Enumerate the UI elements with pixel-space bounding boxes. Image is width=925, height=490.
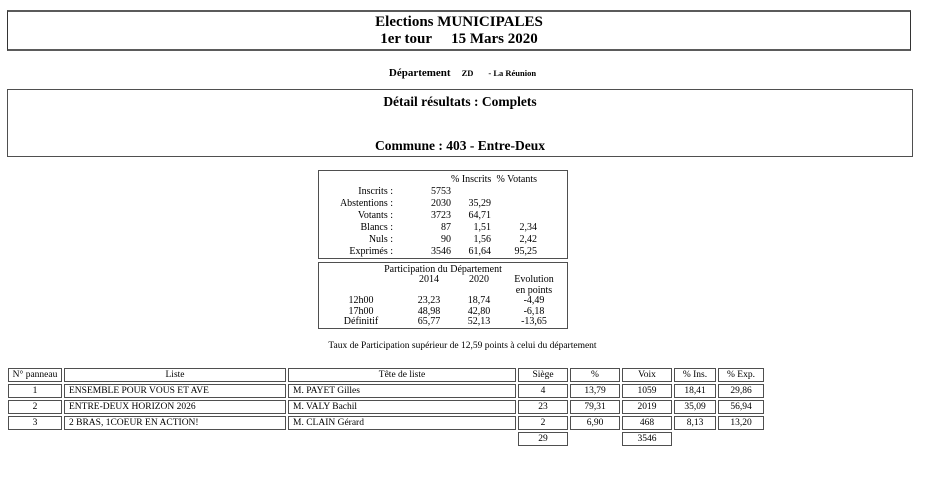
- blank-cell: [288, 432, 516, 446]
- stats-row-label: Inscrits :: [358, 186, 393, 197]
- siege-cell: 4: [518, 384, 568, 398]
- results-header-pct-exp: % Exp.: [718, 368, 764, 382]
- stats-blank-cell: [319, 174, 393, 186]
- pct-exp-cell: 13,20: [718, 416, 764, 430]
- results-row: [8, 384, 764, 398]
- panneau-cell: 2: [8, 400, 62, 414]
- stats-row-label: Abstentions :: [339, 198, 393, 209]
- participation-evolution-value: -6,18: [523, 305, 545, 317]
- total-voix-cell: 3546: [622, 432, 672, 446]
- results-total-row: [8, 432, 764, 446]
- pct-ins-cell: 18,41: [674, 384, 716, 398]
- blank-cell: [570, 432, 620, 446]
- stats-row-pct-votants: [491, 198, 537, 210]
- stats-row-value: 3723: [431, 210, 451, 221]
- results-header-voix: Voix: [622, 368, 672, 382]
- department-label: Département: [388, 67, 451, 79]
- document-subtitle: [8, 31, 910, 48]
- stats-row-pct-inscrits: 64,71: [468, 210, 491, 221]
- results-row: [8, 400, 764, 414]
- stats-row-label: Votants :: [357, 210, 393, 221]
- pct-ins-cell: 35,09: [674, 400, 716, 414]
- pct-cell: 79,31: [570, 400, 620, 414]
- participation-2014-value: 23,23: [417, 295, 441, 306]
- evolution-header-line2: en points: [515, 284, 553, 296]
- participation-2020-value: 18,74: [467, 295, 491, 306]
- department-name: - La Réunion: [488, 68, 537, 78]
- stats-row-pct-inscrits: [451, 186, 491, 198]
- siege-cell: 23: [518, 400, 568, 414]
- results-header-row: [8, 368, 764, 382]
- results-table: [6, 366, 766, 448]
- detail-box: [7, 89, 913, 157]
- liste-cell: 2 BRAS, 1COEUR EN ACTION!: [64, 416, 286, 430]
- election-date: 15 Mars 2020: [451, 31, 538, 47]
- panneau-cell: 3: [8, 416, 62, 430]
- department-line: [0, 63, 925, 81]
- pct-cell: 6,90: [570, 416, 620, 430]
- blank-cell: [64, 432, 286, 446]
- stats-row-pct-votants: [491, 210, 537, 222]
- liste-cell: ENTRE-DEUX HORIZON 2026: [64, 400, 286, 414]
- document-title: Elections MUNICIPALES: [375, 14, 543, 30]
- stats-row-pct-votants: 2,34: [519, 222, 537, 233]
- evolution-header-line1: Evolution: [514, 274, 554, 285]
- participation-col-2014: 2014: [419, 274, 439, 285]
- participation-title: Participation du Département: [384, 264, 502, 275]
- participation-grid: [319, 275, 567, 328]
- voix-cell: 1059: [622, 384, 672, 398]
- stats-row-pct-inscrits: 35,29: [468, 198, 491, 209]
- stats-table: [318, 170, 568, 259]
- results-header-liste: Liste: [64, 368, 286, 382]
- voix-cell: 468: [622, 416, 672, 430]
- tete-cell: M. CLAIN Gérard: [288, 416, 516, 430]
- participation-2020-value: 52,13: [467, 316, 491, 327]
- tete-cell: M. PAYET Gilles: [288, 384, 516, 398]
- stats-grid: [319, 171, 567, 258]
- stats-row-value: 3546: [431, 246, 451, 257]
- blank-cell: [674, 432, 716, 446]
- department-code: ZD: [461, 68, 474, 78]
- participation-note: Taux de Participation supérieur de 12,59 points à celui du département: [328, 341, 597, 351]
- participation-2014-value: 65,77: [417, 316, 441, 327]
- results-header-tete: Tête de liste: [288, 368, 516, 382]
- participation-col-2020: 2020: [469, 274, 489, 285]
- stats-row-value: 5753: [431, 186, 451, 197]
- participation-2014-value: 48,98: [417, 305, 441, 317]
- participation-row-label: Définitif: [343, 316, 379, 327]
- total-siege-cell: 29: [518, 432, 568, 446]
- stats-row-label: Blancs :: [360, 222, 393, 233]
- stats-row-pct-inscrits: 61,64: [468, 246, 491, 257]
- tete-cell: M. VALY Bachil: [288, 400, 516, 414]
- detail-title: Détail résultats : Complets: [383, 94, 537, 109]
- participation-row-label: 12h00: [348, 295, 374, 306]
- participation-table: [318, 262, 568, 329]
- results-header-siege: Siège: [518, 368, 568, 382]
- title-box: [7, 10, 911, 51]
- round-label: 1er tour: [380, 31, 433, 47]
- stats-row-label: Nuls :: [368, 234, 393, 245]
- participation-evolution-value: -4,49: [523, 295, 545, 306]
- voix-cell: 2019: [622, 400, 672, 414]
- stats-blank-cell: [393, 174, 451, 186]
- stats-row-pct-inscrits: 1,51: [473, 222, 491, 233]
- panneau-cell: 1: [8, 384, 62, 398]
- pct-cell: 13,79: [570, 384, 620, 398]
- stats-row-pct-votants: 2,42: [519, 234, 537, 245]
- participation-blank-cell: [319, 275, 403, 296]
- results-row: [8, 416, 764, 430]
- results-header-pct: %: [570, 368, 620, 382]
- liste-cell: ENSEMBLE POUR VOUS ET AVE: [64, 384, 286, 398]
- stats-row-pct-votants: 95,25: [514, 246, 537, 257]
- stats-row-value: 87: [441, 222, 451, 233]
- stats-col-header-votants: % Votants: [496, 174, 537, 185]
- participation-col-evolution: [503, 275, 565, 296]
- stats-row-pct-inscrits: 1,56: [473, 234, 491, 245]
- siege-cell: 2: [518, 416, 568, 430]
- pct-exp-cell: 56,94: [718, 400, 764, 414]
- stats-col-header-inscrits: % Inscrits: [451, 174, 492, 185]
- participation-evolution-value: -13,65: [521, 316, 547, 327]
- participation-row-label: 17h00: [348, 305, 374, 317]
- results-header-pct-ins: % Ins.: [674, 368, 716, 382]
- stats-row-value: 2030: [431, 198, 451, 209]
- results-header-panneau: N° panneau: [8, 368, 62, 382]
- commune-title: Commune : 403 - Entre-Deux: [375, 138, 545, 153]
- participation-2020-value: 42,80: [467, 305, 491, 317]
- blank-cell: [8, 432, 62, 446]
- stats-row-pct-votants: [491, 186, 537, 198]
- blank-cell: [718, 432, 764, 446]
- stats-row-value: 90: [441, 234, 451, 245]
- pct-ins-cell: 8,13: [674, 416, 716, 430]
- pct-exp-cell: 29,86: [718, 384, 764, 398]
- stats-row-label: Exprimés :: [349, 246, 393, 257]
